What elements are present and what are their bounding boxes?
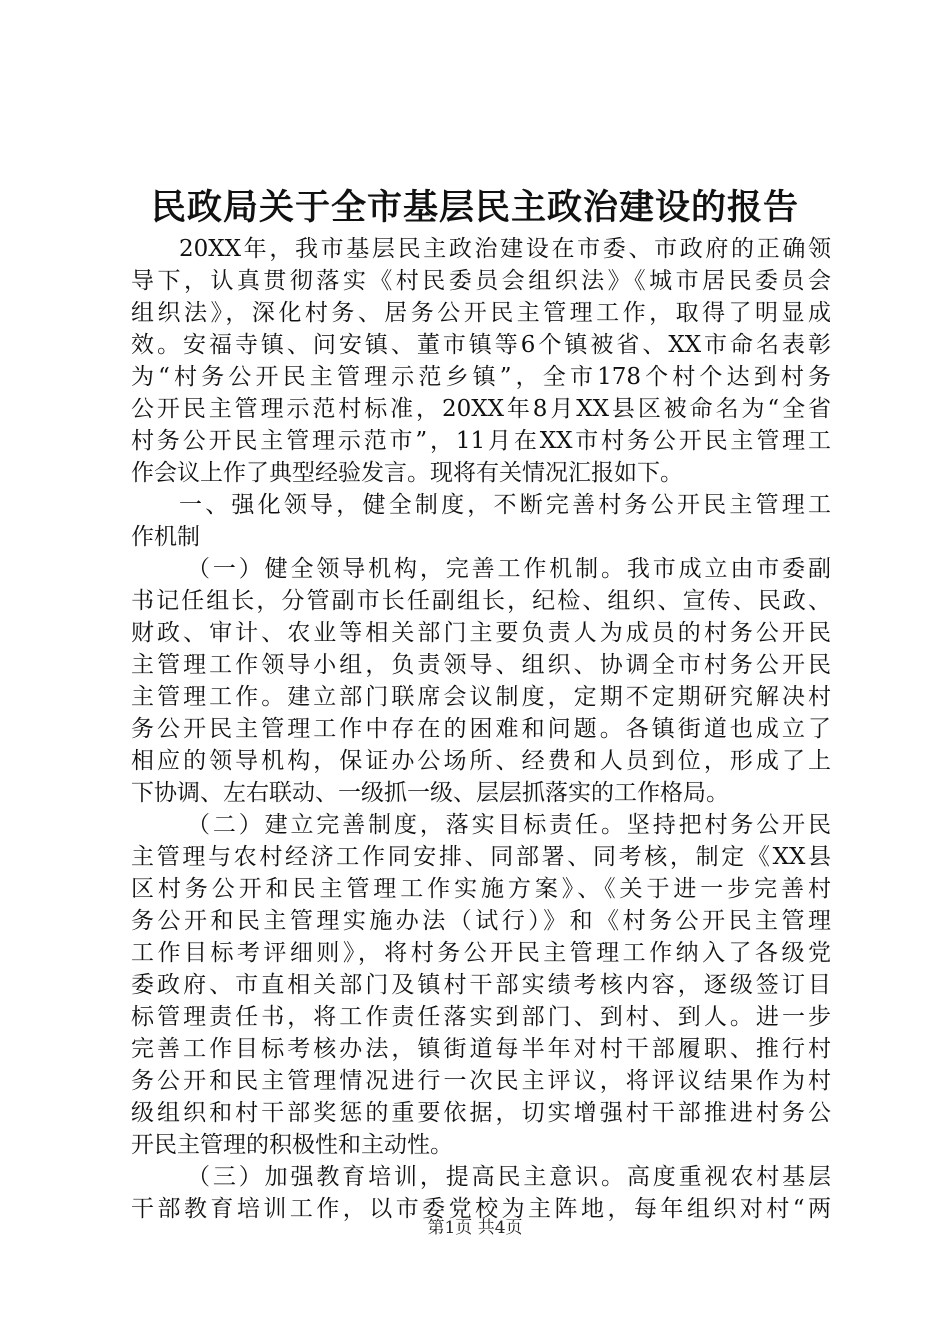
text-line: 公开民主管理示范村标准，20XX年8月XX县区被命名为“全省	[131, 396, 831, 422]
text-line: 主管理工作。建立部门联席会议制度，定期不定期研究解决村	[131, 684, 831, 710]
text-line: 务公开和民主管理实施办法（试行）》和《村务公开民主管理	[131, 908, 831, 934]
text-line: （一）健全领导机构，完善工作机制。我市成立由市委副	[187, 556, 831, 582]
page-footer: 第1页 共4页	[427, 1218, 523, 1238]
section-heading: 作机制	[131, 524, 200, 550]
text-line: 为“村务公开民主管理示范乡镇”，全市178个村个达到村务	[131, 364, 831, 390]
text-line: 导下，认真贯彻落实《村民委员会组织法》《城市居民委员会	[131, 268, 831, 294]
text-line: 委政府、市直相关部门及镇村干部实绩考核内容，逐级签订目	[131, 972, 831, 998]
text-line: 务公开民主管理工作中存在的困难和问题。各镇街道也成立了	[131, 716, 831, 742]
section-heading: 一、强化领导，健全制度，不断完善村务公开民主管理工	[179, 492, 831, 518]
text-line: （二）建立完善制度，落实目标责任。坚持把村务公开民	[187, 812, 831, 838]
text-line: 级组织和村干部奖惩的重要依据，切实增强村干部推进村务公	[131, 1100, 831, 1126]
text-line: 区村务公开和民主管理工作实施方案》、《关于进一步完善村	[131, 876, 831, 902]
text-line: 干部教育培训工作，以市委党校为主阵地，每年组织对村“两	[131, 1196, 831, 1222]
document-body	[131, 233, 831, 1225]
text-line: （三）加强教育培训，提高民主意识。高度重视农村基层	[187, 1164, 831, 1190]
text-line: 主管理工作领导小组，负责领导、组织、协调全市村务公开民	[131, 652, 831, 678]
text-line: 下协调、左右联动、一级抓一级、层层抓落实的工作格局。	[131, 780, 729, 806]
text-line: 标管理责任书，将工作责任落实到部门、到村、到人。进一步	[131, 1004, 831, 1030]
page-title: 民政局关于全市基层民主政治建设的报告	[150, 187, 799, 228]
text-line: 作会议上作了典型经验发言。现将有关情况汇报如下。	[131, 460, 683, 486]
text-line: 组织法》，深化村务、居务公开民主管理工作，取得了明显成	[131, 300, 831, 326]
text-line: 工作目标考评细则》，将村务公开民主管理工作纳入了各级党	[131, 940, 831, 966]
text-line: 效。安福寺镇、问安镇、董市镇等6个镇被省、XX市命名表彰	[131, 332, 831, 358]
text-line: 开民主管理的积极性和主动性。	[131, 1132, 453, 1158]
text-line: 完善工作目标考核办法，镇街道每半年对村干部履职、推行村	[131, 1036, 831, 1062]
text-line: 书记任组长，分管副市长任副组长，纪检、组织、宣传、民政、	[131, 588, 831, 614]
text-line: 主管理与农村经济工作同安排、同部署、同考核，制定《XX县	[131, 844, 831, 870]
text-line: 财政、审计、农业等相关部门主要负责人为成员的村务公开民	[131, 620, 831, 646]
text-line: 村务公开民主管理示范市”，11月在XX市村务公开民主管理工	[131, 428, 831, 454]
text-line: 务公开和民主管理情况进行一次民主评议，将评议结果作为村	[131, 1068, 831, 1094]
text-line: 相应的领导机构，保证办公场所、经费和人员到位，形成了上	[131, 748, 831, 774]
text-line: 20XX年，我市基层民主政治建设在市委、市政府的正确领	[179, 236, 831, 262]
